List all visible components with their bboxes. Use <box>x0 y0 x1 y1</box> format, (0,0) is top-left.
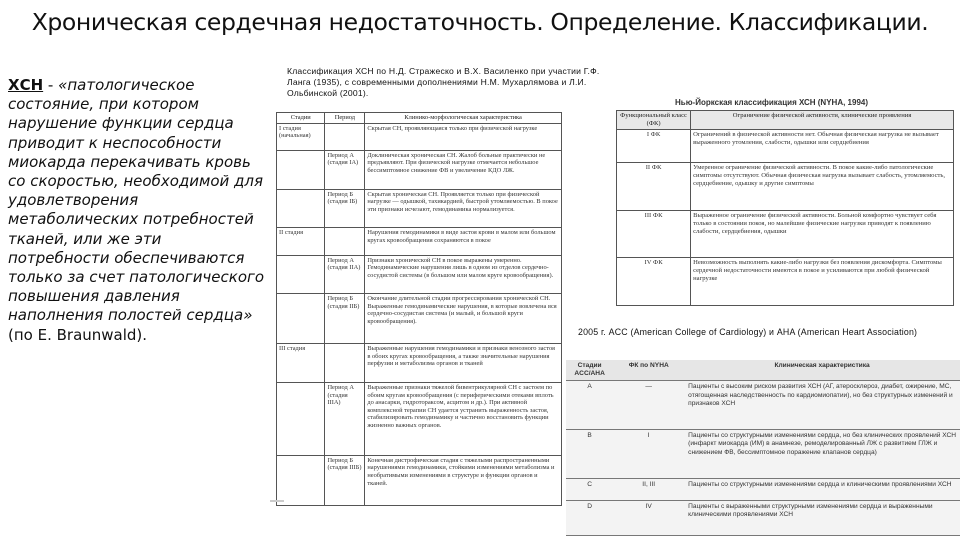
nyha-row-text: Умеренное ограничение физической активности. В покое какие-либо патологические симптомы отсутствуют. Обычная физическая нагрузка вызывает слабость, утомляемость, сердцебиение, одышку и другие симптомы <box>691 163 954 211</box>
strazhesko-row-text: Скрытая СН, проявляющаяся только при физической нагрузке <box>365 123 562 150</box>
strazhesko-row-period: Период Б (стадия IIБ) <box>325 294 365 344</box>
nyha-row <box>617 258 954 306</box>
nyha-row-text: Невозможность выполнять какие-либо нагрузки без появления дискомфорта. Симптомы сердечной недостаточности имеются в покое и усиливаются при любой физической нагрузке <box>691 258 954 306</box>
strazhesko-row-stage: II стадия <box>277 228 325 255</box>
acc-aha-row <box>566 478 960 500</box>
strazhesko-row-stage <box>277 455 325 505</box>
definition-dash: - <box>43 76 59 94</box>
definition-source: (по E. Braunwald). <box>8 325 148 344</box>
strazhesko-row-text: Скрытая хроническая СН. Проявляется только при физической нагрузке — одышкой, тахикардией, быстрой утомляемостью. В покое эти признаки исчезают, гемодинамика нормализуется. <box>365 189 562 228</box>
nyha-row-fc: III ФК <box>617 210 691 258</box>
acc-aha-row-fc: IV <box>613 500 684 535</box>
strazhesko-row-text: Конечная дистрофическая стадия с тяжелыми распространенными нарушениями гемодинамики, стойкими изменениями метаболизма и необратимыми изменениями в структуре и функции органов и тканей. <box>365 455 562 505</box>
nyha-row-fc: IV ФК <box>617 258 691 306</box>
strazhesko-row-period: Период А (стадия IА) <box>325 150 365 189</box>
nyha-row <box>617 130 954 163</box>
strazhesko-row <box>277 382 562 455</box>
acc-aha-row-text: Пациенты с выраженными структурными изменениями сердца и выраженными клиническими проявлениями ХСН <box>684 500 960 535</box>
definition-body: «патологическое состояние, при котором нарушение функции сердца приводит к неспособности миокарда перекачивать кровь со скоростью, необходимой для удовлетворения метаболических потребностей тканей, или же эти потребности обеспечиваются только за счет патологического повышения давления наполнения полостей сердца» <box>8 76 265 325</box>
chf-definition <box>8 76 266 345</box>
strazhesko-row-stage: I стадия (начальная) <box>277 123 325 150</box>
strazhesko-row-stage: III стадия <box>277 344 325 383</box>
acc-aha-header: ФК по NYHA <box>613 360 684 381</box>
strazhesko-header: Период <box>325 113 365 124</box>
acc-aha-row-text: Пациенты со структурными изменениями сердца, но без клинических проявлений ХСН (инфаркт миокарда (ИМ) в анамнезе, ремоделированный ЛЖ с развитием ГЛЖ и снижением ФВ, бессимптомное поражение клапанов сердца) <box>684 430 960 479</box>
acc-aha-table <box>566 360 960 536</box>
acc-aha-row-fc: I <box>613 430 684 479</box>
acc-aha-row-fc: — <box>613 381 684 430</box>
strazhesko-row-text: Выраженные признаки тяжелой бивентрикулярной СН с застоем по обоим кругам кровообращения (с периферическими отеками вплоть до анасарки, гидротораксом, асцитом и др.). При активной комплексной терапии СН удается устранить выраженность застоя, стабилизировать гемодинамику и частично восстановить функции жизненно важных органов. <box>365 382 562 455</box>
nyha-row-fc: II ФК <box>617 163 691 211</box>
acc-aha-row-fc: II, III <box>613 478 684 500</box>
acc-aha-row-stage: C <box>566 478 613 500</box>
strazhesko-row <box>277 255 562 294</box>
strazhesko-row <box>277 228 562 255</box>
nyha-table <box>616 110 954 306</box>
acc-aha-caption: 2005 г. ACC (American College of Cardiology) и AHA (American Heart Association) <box>578 327 918 337</box>
acc-aha-header: Клиническая характеристика <box>684 360 960 381</box>
strazhesko-row-text: Признаки хронической СН в покое выражены умеренно. Гемодинамические нарушения лишь в одном из отделов сердечно-сосудистой системы (в большом или малом круге кровообращения). <box>365 255 562 294</box>
strazhesko-header: Стадии <box>277 113 325 124</box>
strazhesko-row <box>277 123 562 150</box>
strazhesko-row-text: Нарушения гемодинамики в виде застоя крови в малом или большом кругах кровообращения сохраняются в покое <box>365 228 562 255</box>
nyha-row-text: Выраженное ограничение физической активности. Больной комфортно чувствует себя только в состоянии покоя, но малейшие физические нагрузки приводят к появлению слабости, сердцебиения, одышки <box>691 210 954 258</box>
acc-aha-header: Стадии ACC/AHA <box>566 360 613 381</box>
nyha-header: Ограничение физической активности, клинические проявления <box>691 111 954 130</box>
strazhesko-row-period <box>325 123 365 150</box>
acc-aha-row-stage: A <box>566 381 613 430</box>
acc-aha-row-stage: D <box>566 500 613 535</box>
strazhesko-row-text: Выраженные нарушения гемодинамики и признаки венозного застоя в обоих кругах кровообращения, а также значительные нарушения перфузии и метаболизма органов и тканей <box>365 344 562 383</box>
strazhesko-row-stage <box>277 150 325 189</box>
strazhesko-row-period: Период А (стадия IIА) <box>325 255 365 294</box>
strazhesko-row-text: Доклиническая хроническая СН. Жалоб больные практически не предъявляют. При физической нагрузке отмечается небольшое бессимптомное снижение ФВ и увеличение КДО ЛЖ. <box>365 150 562 189</box>
scan-artifact <box>270 500 284 502</box>
slide-title: Хроническая сердечная недостаточность. Определение. Классификации. <box>31 8 929 36</box>
acc-aha-row <box>566 430 960 479</box>
acc-aha-row <box>566 381 960 430</box>
strazhesko-row-period: Период Б (стадия IIIБ) <box>325 455 365 505</box>
strazhesko-row-period: Период Б (стадия IБ) <box>325 189 365 228</box>
strazhesko-table <box>276 112 562 506</box>
acc-aha-row-stage: B <box>566 430 613 479</box>
nyha-table-image <box>616 110 954 306</box>
acc-aha-row-text: Пациенты с высоким риском развития ХСН (АГ, атеросклероз, диабет, ожирение, МС, отягощенная наследственность по кардиомиопатии), но без структурных изменений и признаков ХСН <box>684 381 960 430</box>
strazhesko-row <box>277 294 562 344</box>
nyha-caption: Нью-Йоркская классификация ХСН (NYHA, 1994) <box>675 98 868 107</box>
nyha-header: Функциональный класс (ФК) <box>617 111 691 130</box>
strazhesko-row-stage <box>277 255 325 294</box>
nyha-row <box>617 163 954 211</box>
strazhesko-row <box>277 150 562 189</box>
strazhesko-row-stage <box>277 294 325 344</box>
definition-term: ХСН <box>8 76 44 94</box>
strazhesko-row-period <box>325 228 365 255</box>
nyha-row <box>617 210 954 258</box>
nyha-row-text: Ограничений в физической активности нет. Обычная физическая нагрузка не вызывает выраженного утомления, слабости, одышки или сердцебиения <box>691 130 954 163</box>
strazhesko-row <box>277 344 562 383</box>
strazhesko-row-period <box>325 344 365 383</box>
acc-aha-row <box>566 500 960 535</box>
nyha-row-fc: I ФК <box>617 130 691 163</box>
acc-aha-table-image <box>566 360 960 536</box>
strazhesko-row-stage <box>277 382 325 455</box>
strazhesko-row-text: Окончание длительной стадии прогрессирования хронической СН. Выраженные гемодинамические нарушения, в которые вовлечена вся сердечно-сосудистая система (и малый, и большой круги кровообращения). <box>365 294 562 344</box>
strazhesko-header: Клинико-морфологическая характеристика <box>365 113 562 124</box>
strazhesko-table-image <box>276 112 562 506</box>
strazhesko-row <box>277 455 562 505</box>
strazhesko-row-period: Период А (стадия IIIА) <box>325 382 365 455</box>
strazhesko-caption: Классификация ХСН по Н.Д. Стражеско и В.Х. Василенко при участии Г.Ф. Ланга (1935), с современными дополнениями Н.М. Мухарлямова и Л.И. Ольбинской (2001). <box>287 66 600 99</box>
strazhesko-row <box>277 189 562 228</box>
strazhesko-row-stage <box>277 189 325 228</box>
acc-aha-row-text: Пациенты со структурными изменениями сердца и клиническими проявлениями ХСН <box>684 478 960 500</box>
